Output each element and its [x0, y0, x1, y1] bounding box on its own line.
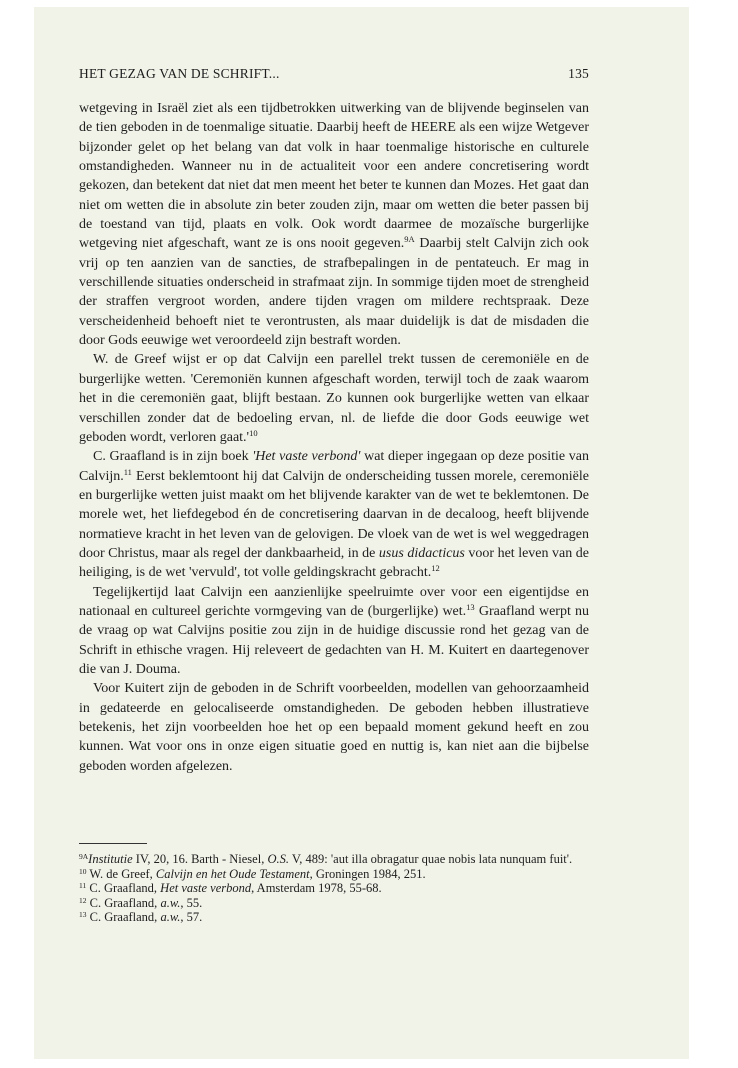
page-number: 135: [568, 66, 589, 81]
footnote-12: $^{12}$ C. Graafland, a.w., 55.: [79, 895, 203, 910]
term-usus-didacticus: usus didacticus: [378, 545, 465, 561]
footnote-ref-11[interactable]: 11: [123, 466, 132, 477]
footnote-ref-9a[interactable]: 9A: [404, 234, 415, 245]
footnote-10: $^{10}$ W. de Greef, Calvijn en het Oude Testament, Groningen 1984, 251.: [79, 866, 426, 881]
book-page: [34, 7, 689, 1059]
footnote-11: $^{11}$ C. Graafland, Het vaste verbond, Amsterdam 1978, 55-68.: [79, 881, 382, 896]
body-text: [79, 99, 589, 776]
footnote-rule: [79, 843, 147, 844]
book-title-het-vaste-verbond: 'Het vaste verbond': [252, 449, 361, 465]
paragraph-2: W. de Greef wijst er op dat Calvijn een parellel trekt tussen de ceremoniële en de burgerlijke wetten. 'Ceremoniën kunnen afgeschaft worden, terwijl toch de zaak waarom het in die ceremoniën gaat, blijft bestaan. Zo kunnen ook burgerlijke wetten van elkaar verschillen zonder dat de bedoeling ervan, nl. de liefde die door Gods eeuwige wet geboden wordt, verloren $gaat.'^{10}$: [79, 352, 589, 445]
footnote-ref-12[interactable]: 12: [431, 563, 440, 574]
footnote-13: $^{13}$ C. Graafland, a.w., 57.: [79, 910, 203, 925]
running-title: HET GEZAG VAN DE SCHRIFT...: [79, 66, 280, 81]
footnote-ref-10[interactable]: 10: [249, 427, 258, 438]
paragraph-3: C. Graafland is in zijn boek 'Het vaste verbond' wat dieper ingegaan op deze positie van Calvijn.$^{11}$ Eerst beklemtoont hij dat Calvijn de onderscheiding tussen morele, ceremoniële en burgerlijke wetten juist maakt om het blijvende karakter van de wet te beklemtonen. De morele wet, het liefdegebod én de concretisering daarvan in de decaloog, heeft blijvende normatieve kracht in het leven van de gelovigen. De vloek van de wet is wel weggedragen door Christus, maar als regel der dankbaarheid, in de usus didacticus voor het leven van de heiliging, is de wet 'vervuld', tot volle geldingskracht gebracht.$^{12}$: [79, 449, 589, 581]
footnotes: [79, 852, 589, 925]
paragraph-1: wetgeving in Israël ziet als een tijdbetrokken uitwerking van de blijvende beginselen van de tien geboden in de toenmalige situatie. Daarbij heeft de HEERE als een wijze Wetgever bijzonder gelet op het belang van dat volk in haar toenmalige historische en culturele omstandigheden. Wanneer nu in de actualiteit voor een andere concretisering wordt gekozen, dan betekent dat niet dat men meent het beter te kunnen dan Mozes. Het gaat dan niet om wetten die in absolute zin beter zouden zijn, maar om wetten die beter passen bij de toestand van tijd, plaats en volk. Ook wordt daarmee de mozaïsche burgerlijke wetgeving niet afgeschaft, want ze is ons nooit gegeven.$^{9A}$ Daarbij stelt Calvijn zich ook vrij op ten aanzien van de sancties, de strafbepalingen in de pentateuch. Er mag in verschillende situaties onderscheid in strafmaat zijn. In sommige tijden moet de strengheid der straffen vergroot worden, andere tijden vragen om mildere rechtspraak. Deze verscheidenheid behoeft niet te verontrusten, als maar duidelijk is dat de misdaden die door Gods eeuwige wet veroordeeld zijn bestraft worden.: [79, 101, 589, 349]
footnote-ref-13[interactable]: 13: [466, 601, 475, 612]
paragraph-4: Tegelijkertijd laat Calvijn een aanzienlijke speelruimte over voor een eigentijdse en nationaal en cultureel gerichte vormgeving van de (burgerlijke) wet.$^{13}$ Graafland werpt nu de vraag op wat Calvijns positie zou zijn in de huidige discussie rond het gezag van de Schrift in ethische vragen. Hij releveert de gedachten van H. M. Kuitert en daartegenover die van J. Douma.: [79, 584, 589, 677]
paragraph-5: Voor Kuitert zijn de geboden in de Schrift voorbeelden, modellen van gehoorzaamheid in gedateerde en gelocaliseerde omstandigheden. De geboden hebben illustratieve betekenis, het zijn voorbeelden hoe het op een bepaald moment gekund heeft en zou kunnen. Wat voor ons in onze eigen situatie goed en nuttig is, kan niet aan die bijbelse geboden worden afgelezen.: [79, 681, 589, 774]
footnote-9a: $^{9A}$Institutie IV, 20, 16. Barth - Niesel, O.S. V, 489: 'aut illa obragatur quae nobis lata nunquam fuit'.: [79, 852, 573, 866]
